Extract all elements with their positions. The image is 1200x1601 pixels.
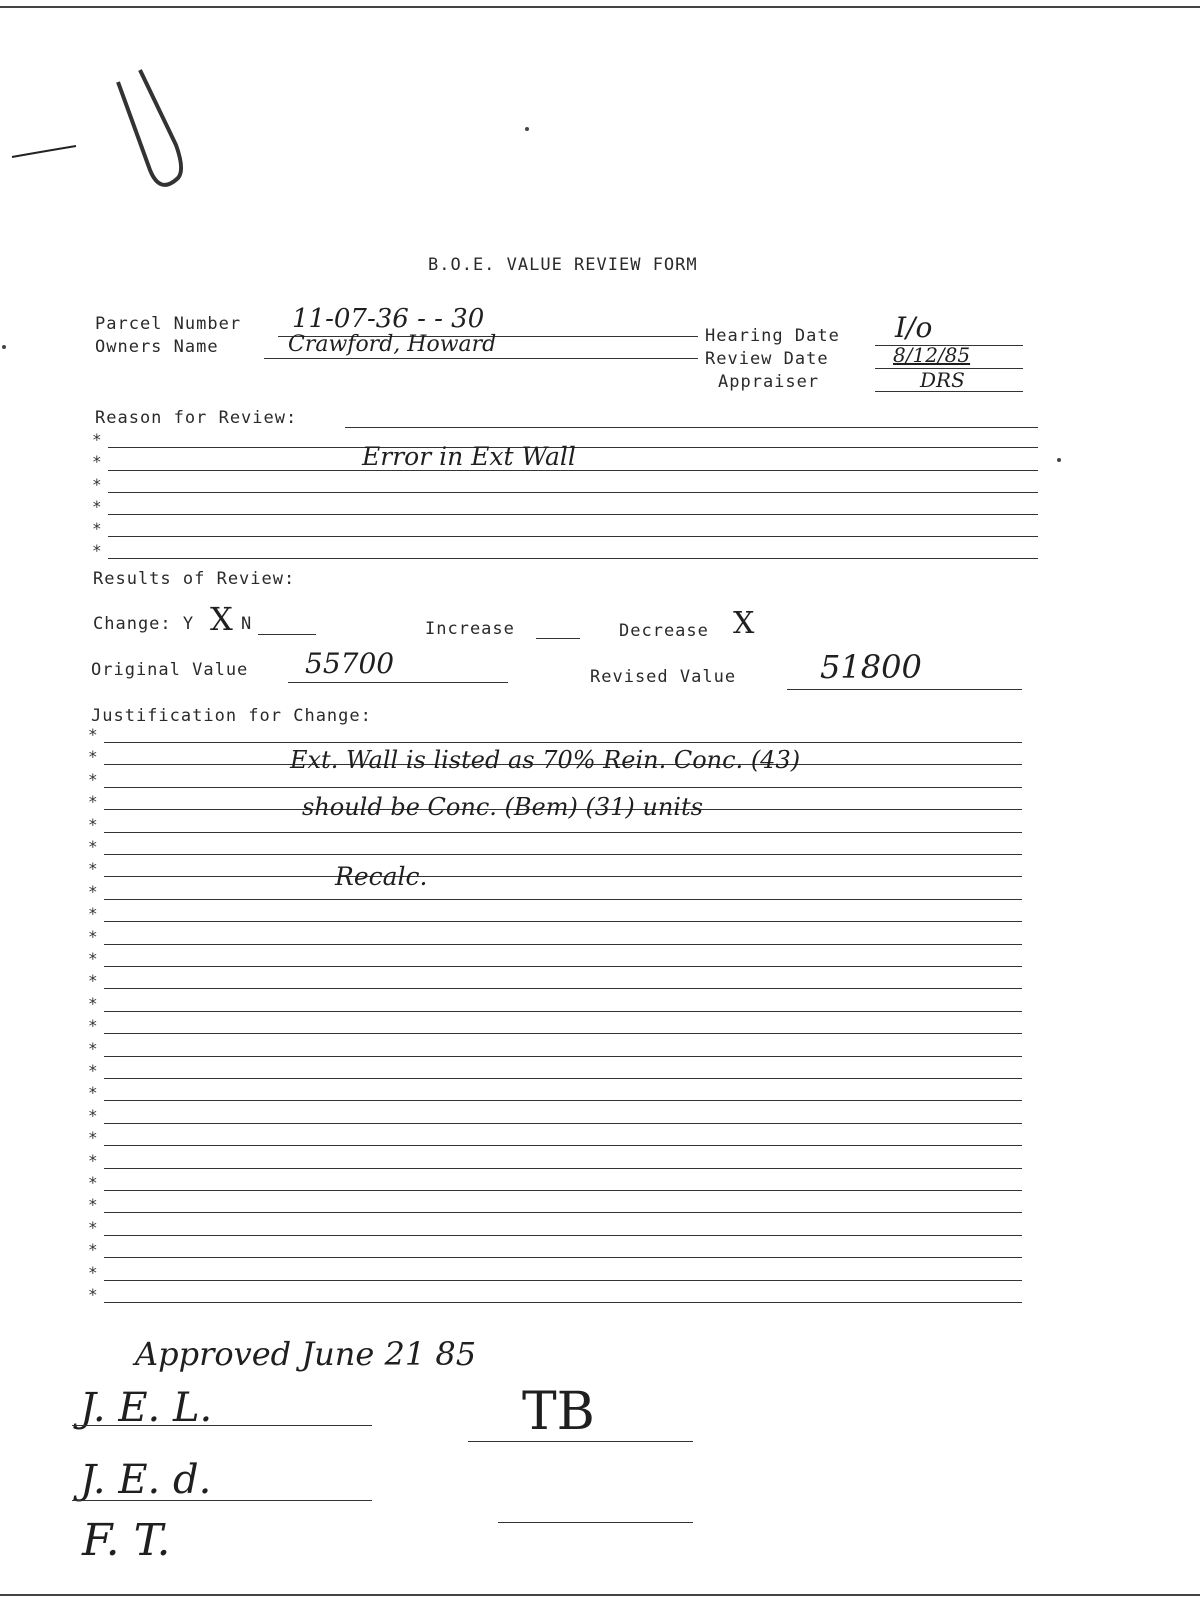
appraiser-value: DRS (920, 368, 965, 392)
asterisk: * (88, 1016, 98, 1035)
justification-line (104, 1123, 1022, 1124)
signature-1: J. E. L. (80, 1385, 213, 1431)
review-date-value: 8/12/85 (893, 343, 971, 367)
approved-note: Approved June 21 85 (135, 1335, 477, 1373)
justification-line (104, 787, 1022, 788)
decrease-label: Decrease (619, 621, 709, 641)
justification-line (104, 1257, 1022, 1258)
asterisk: * (92, 430, 102, 449)
asterisk: * (88, 1151, 98, 1170)
justification-line (104, 899, 1022, 900)
justification-line (104, 742, 1022, 743)
asterisk: * (88, 1285, 98, 1304)
revised-value-label: Revised Value (590, 667, 737, 687)
justification-label: Justification for Change: (91, 706, 372, 726)
bottom-border (0, 1594, 1200, 1596)
justification-line (104, 1168, 1022, 1169)
justification-line (104, 988, 1022, 989)
parcel-number-label: Parcel Number (95, 314, 242, 334)
asterisk: * (88, 994, 98, 1013)
justification-line (104, 1280, 1022, 1281)
justification-line (104, 1011, 1022, 1012)
justification-line (104, 944, 1022, 945)
reason-line (345, 427, 1038, 428)
signature-line-3 (498, 1522, 693, 1523)
asterisk: * (88, 1061, 98, 1080)
justification-line (104, 1033, 1022, 1034)
reason-line (108, 558, 1038, 559)
speck (525, 127, 529, 131)
revised-value-line (787, 689, 1022, 690)
justification-line (104, 1100, 1022, 1101)
justification-line (104, 876, 1022, 877)
owners-name-line (264, 358, 698, 359)
justification-line (104, 966, 1022, 967)
signature-2: J. E. d. (80, 1457, 212, 1503)
justification-line (104, 921, 1022, 922)
reason-line (108, 536, 1038, 537)
signature-line-2 (72, 1500, 372, 1501)
asterisk: * (88, 815, 98, 834)
hearing-date-label: Hearing Date (705, 326, 840, 346)
top-border (0, 6, 1200, 8)
asterisk: * (88, 792, 98, 811)
asterisk: * (92, 519, 102, 538)
signature-tb: TB (522, 1382, 595, 1442)
justification-line (104, 1235, 1022, 1236)
signature-line-1 (72, 1425, 372, 1426)
asterisk: * (88, 1039, 98, 1058)
increase-line (536, 638, 580, 639)
asterisk: * (88, 1240, 98, 1259)
asterisk: * (88, 770, 98, 789)
original-value-line (288, 682, 508, 683)
justification-line (104, 1302, 1022, 1303)
reason-text: Error in Ext Wall (362, 442, 576, 471)
justification-line (104, 832, 1022, 833)
signature-3: F. T. (82, 1515, 171, 1566)
asterisk: * (92, 497, 102, 516)
asterisk: * (88, 1195, 98, 1214)
justification-line (104, 1078, 1022, 1079)
owners-name-label: Owners Name (95, 337, 219, 357)
asterisk: * (88, 971, 98, 990)
reason-line (108, 514, 1038, 515)
original-value-label: Original Value (91, 660, 249, 680)
justification-text-3: Recalc. (335, 862, 428, 891)
asterisk: * (92, 541, 102, 560)
speck (1057, 458, 1061, 462)
change-mark: X (210, 600, 233, 638)
decrease-mark: X (733, 606, 755, 641)
form-title: B.O.E. VALUE REVIEW FORM (428, 255, 698, 275)
speck (2, 345, 6, 349)
justification-line (104, 1190, 1022, 1191)
signature-line-tb (468, 1441, 693, 1442)
asterisk: * (88, 1083, 98, 1102)
asterisk: * (92, 452, 102, 471)
asterisk: * (88, 927, 98, 946)
hearing-date-value: I/o (895, 311, 933, 344)
results-label: Results of Review: (93, 569, 296, 589)
asterisk: * (88, 725, 98, 744)
justification-line (104, 854, 1022, 855)
revised-value: 51800 (820, 648, 922, 686)
justification-line (104, 1145, 1022, 1146)
reason-line (108, 492, 1038, 493)
asterisk: * (88, 859, 98, 878)
parcel-number-value: 11-07-36 - - 30 (292, 304, 485, 334)
asterisk: * (88, 837, 98, 856)
justification-line (104, 1212, 1022, 1213)
change-label: Change: Y (93, 614, 195, 634)
justification-text-2: should be Conc. (Bem) (31) units (302, 793, 703, 821)
change-line (258, 634, 316, 635)
appraiser-label: Appraiser (718, 372, 820, 392)
review-date-label: Review Date (705, 349, 829, 369)
owners-name-value: Crawford, Howard (288, 332, 497, 357)
asterisk: * (88, 747, 98, 766)
reason-label: Reason for Review: (95, 408, 298, 428)
paperclip-mark-icon (0, 60, 200, 190)
original-value: 55700 (305, 647, 395, 680)
asterisk: * (92, 475, 102, 494)
justification-line (104, 1056, 1022, 1057)
asterisk: * (88, 1106, 98, 1125)
asterisk: * (88, 882, 98, 901)
increase-label: Increase (425, 619, 515, 639)
asterisk: * (88, 1263, 98, 1282)
asterisk: * (88, 949, 98, 968)
asterisk: * (88, 1218, 98, 1237)
justification-text-1: Ext. Wall is listed as 70% Rein. Conc. (43) (290, 746, 801, 774)
asterisk: * (88, 1173, 98, 1192)
asterisk: * (88, 1128, 98, 1147)
asterisk: * (88, 904, 98, 923)
change-n-label: N (241, 614, 253, 634)
